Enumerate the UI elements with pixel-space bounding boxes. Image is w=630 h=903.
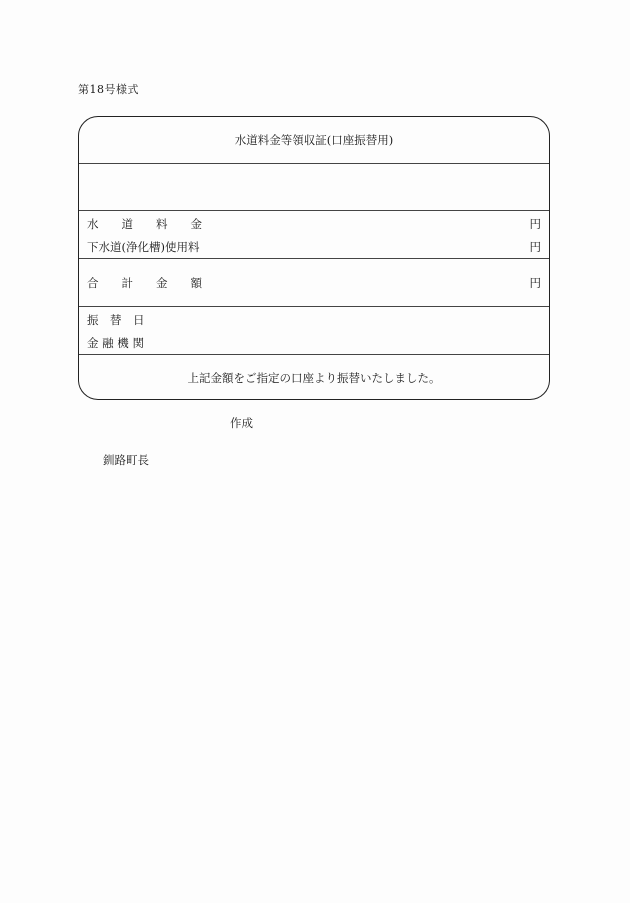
charges-row (79, 211, 549, 259)
transfer-date-label: 振 替 日 (87, 313, 145, 327)
receipt-box (78, 116, 550, 400)
form-number: 第18号様式 (78, 83, 139, 96)
sewer-charge-unit: 円 (529, 240, 541, 254)
water-charge-unit: 円 (529, 217, 541, 231)
water-charge-label: 水 道 料 金 (87, 217, 202, 231)
bank-line (87, 335, 541, 351)
issuer-name: 釧路町長 (103, 453, 149, 467)
created-label: 作成 (230, 416, 253, 430)
water-charge-line (87, 216, 541, 232)
total-label: 合 計 金 額 (87, 276, 202, 290)
receipt-title: 水道料金等領収証(口座振替用) (234, 133, 394, 147)
receipt-title-row (79, 117, 549, 164)
blank-row (79, 164, 549, 211)
transfer-date-line (87, 312, 541, 328)
total-row (79, 259, 549, 307)
transfer-message: 上記金額をご指定の口座より振替いたしました。 (187, 371, 441, 385)
transfer-row (79, 307, 549, 355)
sewer-charge-label: 下水道(浄化槽)使用料 (87, 240, 200, 254)
message-row (79, 355, 549, 400)
total-line (87, 275, 541, 291)
total-unit: 円 (529, 276, 541, 290)
bank-label: 金 融 機 関 (87, 336, 144, 350)
sewer-charge-line (87, 239, 541, 255)
